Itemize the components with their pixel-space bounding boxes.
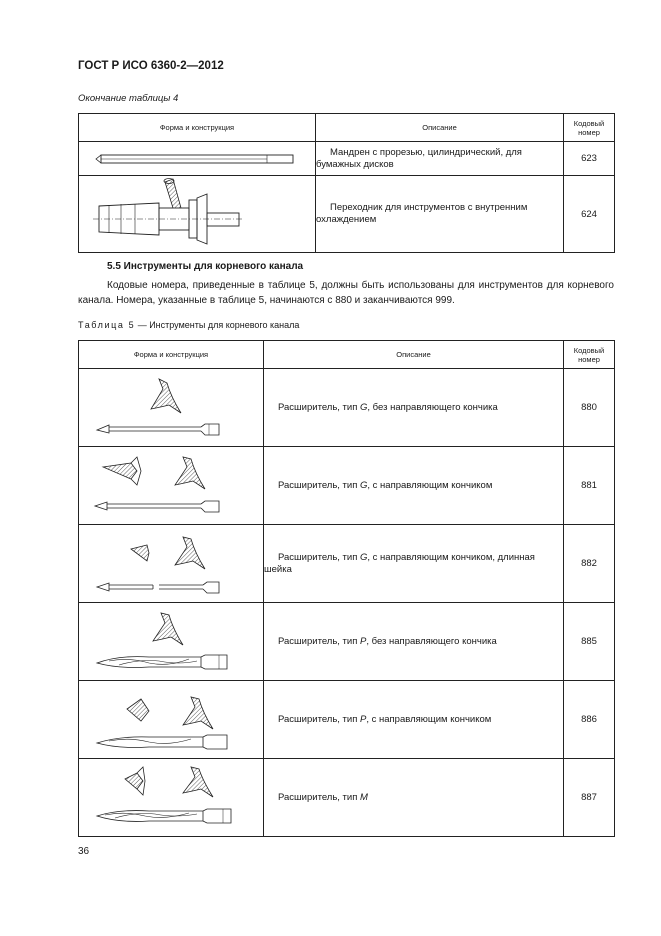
section-paragraph: Кодовые номера, приведенные в таблице 5, должны быть использованы для инструментов для корневого канала. Номера, указанные в таблице 5, начинаются с 880 и заканчиваются 999. (78, 280, 614, 306)
document-header: ГОСТ Р ИСО 6360-2—2012 (78, 60, 224, 72)
table5-header-desc: Описание (264, 341, 564, 369)
table5-row-desc (264, 681, 564, 759)
desc-prefix: Расширитель, тип (278, 401, 360, 413)
reamer-type: G (360, 479, 368, 491)
table4-header-form: Форма и конструкция (79, 114, 316, 142)
desc-suffix: , с направляющим кончиком, длинная шейка (264, 551, 535, 575)
table5-row-desc (264, 447, 564, 525)
reamer-m-figure (79, 759, 264, 837)
table4-header-desc: Описание (316, 114, 564, 142)
table4-continuation-caption: Окончание таблицы 4 (78, 93, 179, 104)
table4-row-desc (316, 142, 564, 176)
desc-suffix: , без направляющего кончика (366, 635, 497, 647)
table5-row-desc (264, 369, 564, 447)
reamer-g-no-tip-figure (79, 369, 264, 447)
reamer-g-long-neck-figure (79, 525, 264, 603)
table5-header-row (79, 341, 615, 369)
table5-row-desc (264, 603, 564, 681)
table4 (78, 113, 615, 253)
table5-row-code: 887 (564, 759, 615, 837)
reamer-type: M (360, 791, 368, 803)
desc-prefix: Расширитель, тип (278, 479, 360, 491)
reamer-type: P (360, 635, 367, 647)
desc-prefix: Расширитель, тип (278, 551, 360, 563)
section-heading: 5.5 Инструменты для корневого канала (107, 261, 304, 272)
desc-suffix: , без направляющего кончика (367, 401, 498, 413)
table5-caption-title: — Инструменты для корневого канала (135, 320, 300, 330)
table-row (79, 176, 615, 253)
table4-header-code: Кодовый номер (564, 114, 615, 142)
desc-suffix: , с направляющим кончиком (366, 713, 492, 725)
page-number: 36 (78, 846, 90, 857)
table5-caption (78, 320, 299, 330)
table4-header-row (79, 114, 615, 142)
reamer-type: P (360, 713, 367, 725)
table4-row-code: 624 (564, 176, 615, 253)
table4-row-desc-text: Мандрен с прорезью, цилиндрический, для бумажных дисков (316, 146, 522, 170)
table-row (79, 681, 615, 759)
table-row (79, 759, 615, 837)
desc-prefix: Расширитель, тип (278, 635, 360, 647)
table-row (79, 603, 615, 681)
table5-row-code: 881 (564, 447, 615, 525)
table-row (79, 142, 615, 176)
table-row (79, 525, 615, 603)
desc-prefix: Расширитель, тип (278, 791, 360, 803)
table5-row-desc (264, 759, 564, 837)
table5-row-code: 880 (564, 369, 615, 447)
table5-row-desc (264, 525, 564, 603)
table4-row-code: 623 (564, 142, 615, 176)
table5-row-code: 886 (564, 681, 615, 759)
desc-prefix: Расширитель, тип (278, 713, 360, 725)
table5-header-form: Форма и конструкция (79, 341, 264, 369)
table4-row-desc-text: Переходник для инструментов с внутренним охлаждением (316, 202, 528, 225)
table5 (78, 340, 615, 837)
adapter-figure (79, 176, 316, 253)
reamer-type: G (360, 551, 368, 563)
reamer-g-tip-figure (79, 447, 264, 525)
table5-caption-label: Таблица 5 (78, 320, 136, 330)
table5-row-code: 882 (564, 525, 615, 603)
table5-header-code: Кодовый номер (564, 341, 615, 369)
table4-row-desc (316, 176, 564, 253)
desc-suffix: , с направляющим кончиком (367, 479, 493, 491)
table5-row-code: 885 (564, 603, 615, 681)
reamer-p-no-tip-figure (79, 603, 264, 681)
table-row (79, 369, 615, 447)
reamer-p-tip-figure (79, 681, 264, 759)
table-row (79, 447, 615, 525)
reamer-type: G (360, 401, 368, 413)
mandrel-figure (79, 142, 316, 176)
